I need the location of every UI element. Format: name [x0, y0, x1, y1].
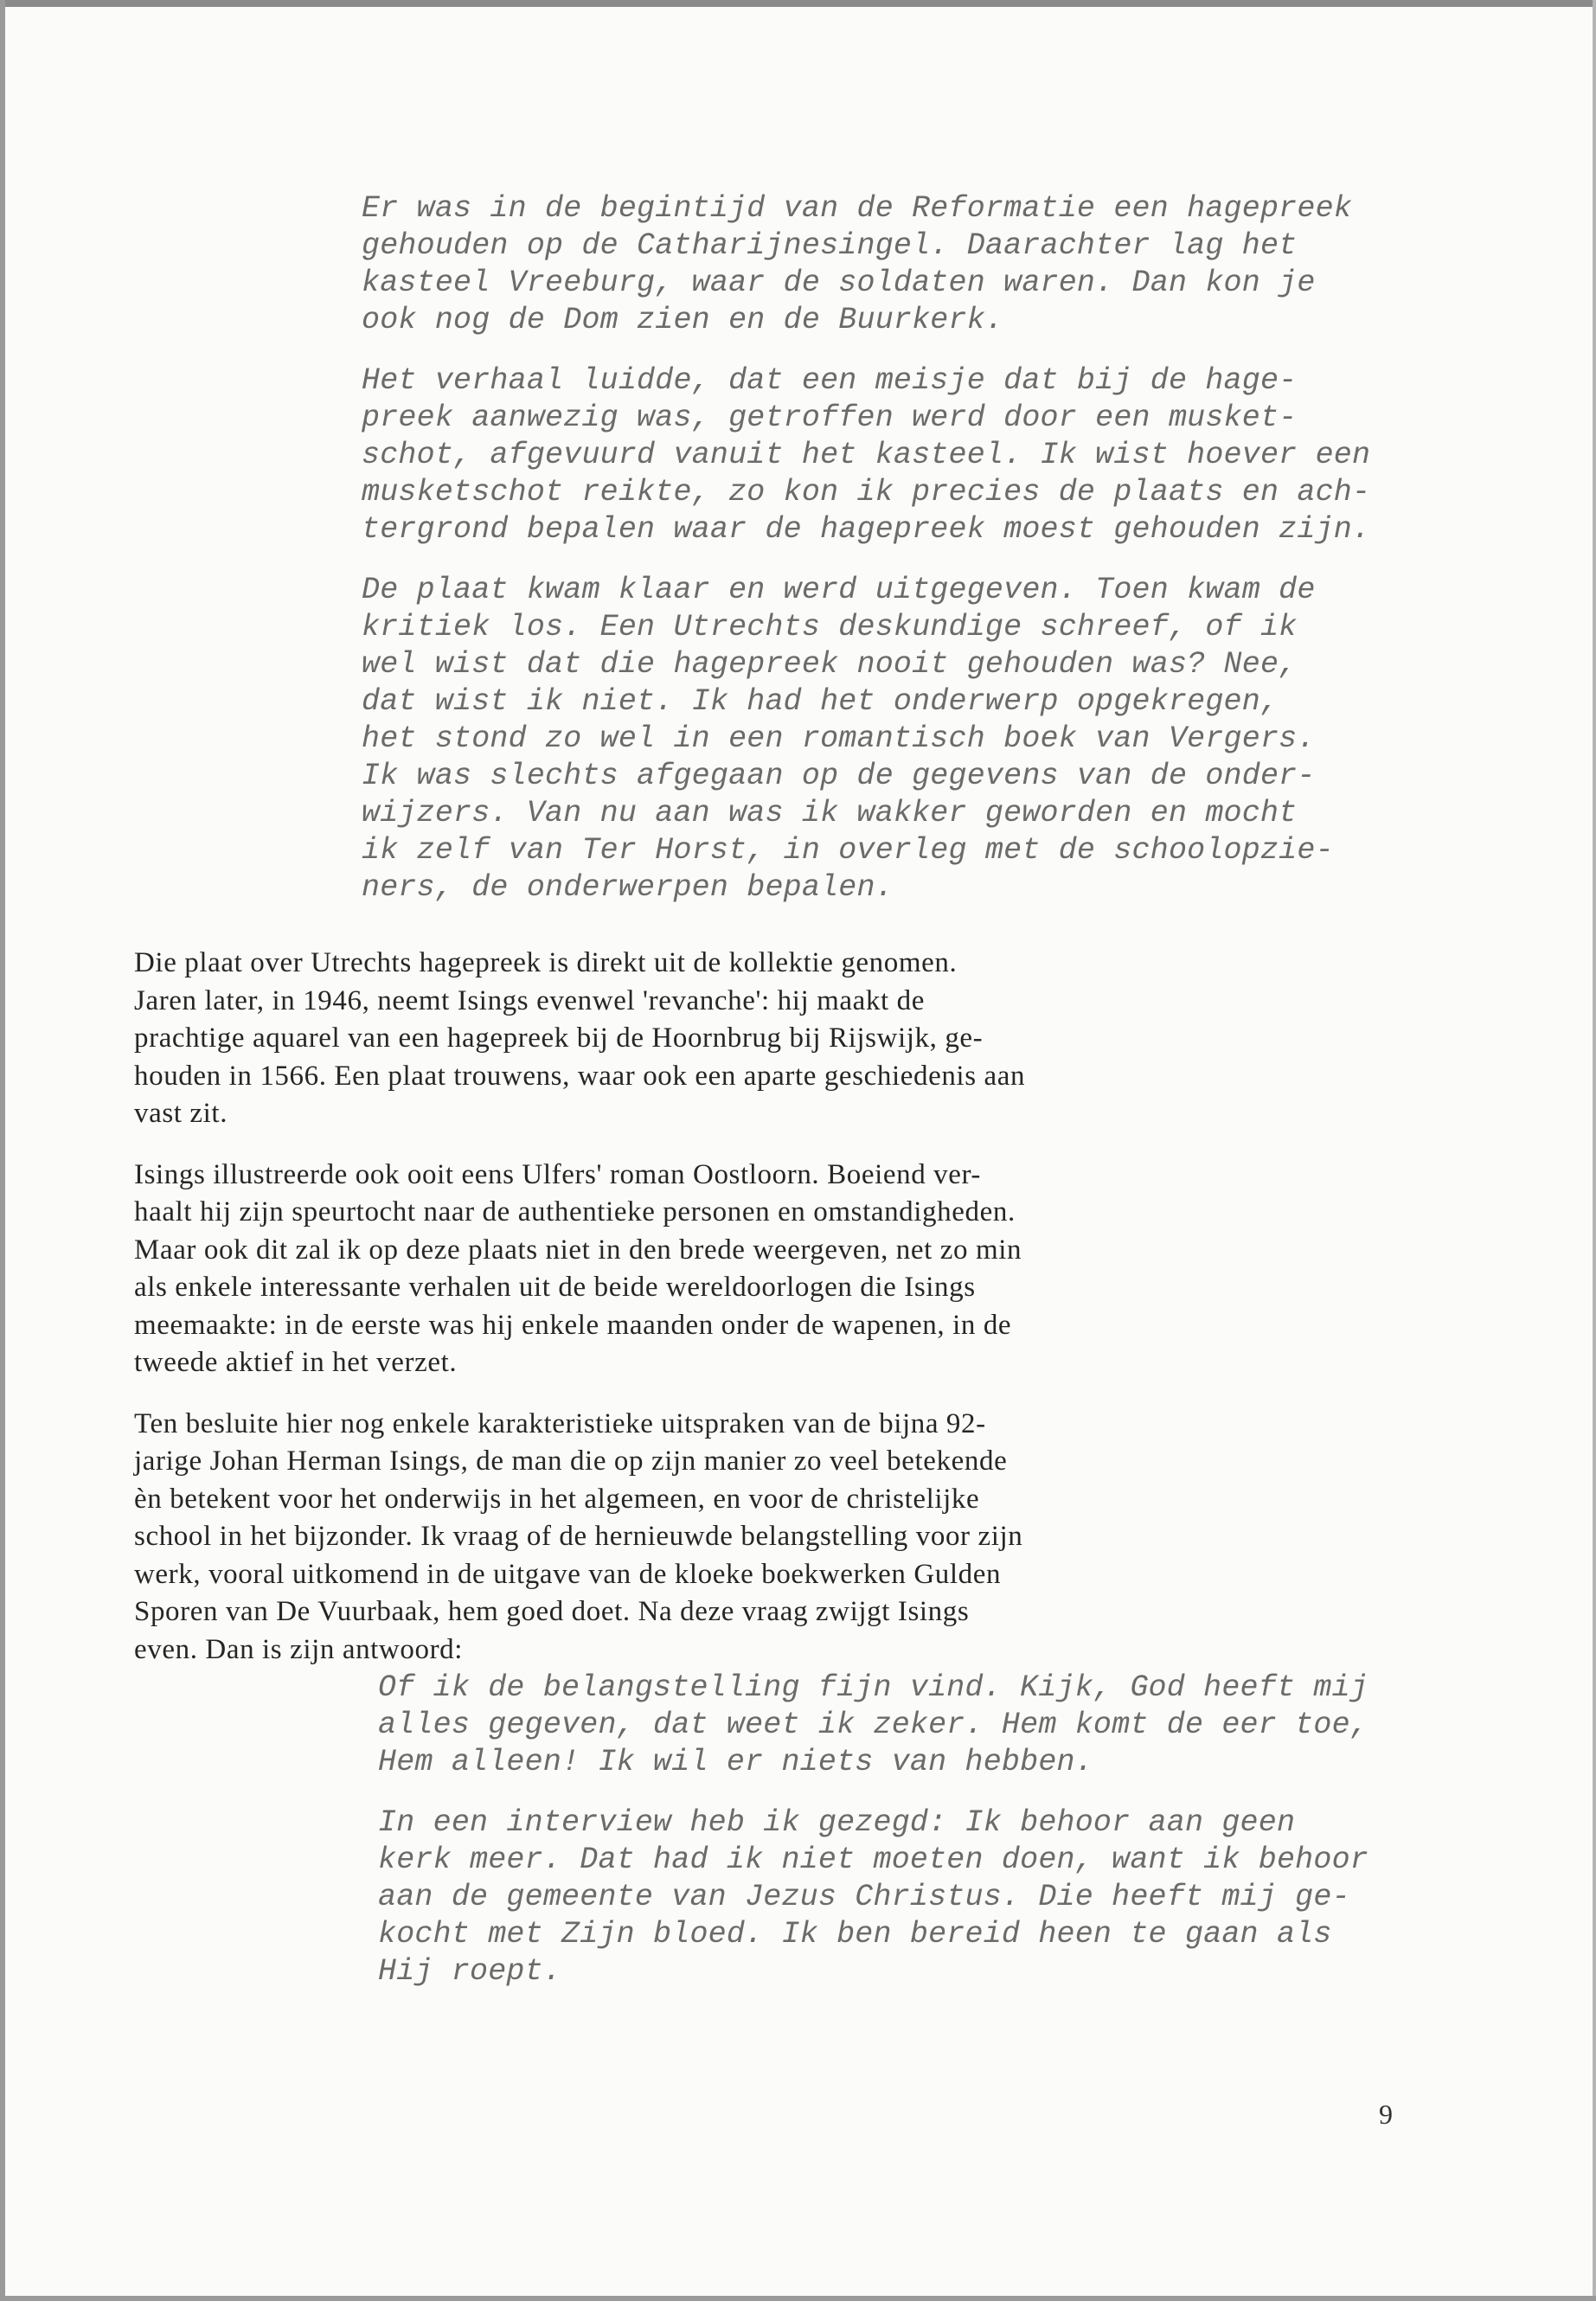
quote-line: gehouden op de Catharijnesingel. Daarachter lag het: [362, 228, 1298, 263]
quote-line: schot, afgevuurd vanuit het kasteel. Ik wist hoever een: [362, 438, 1371, 472]
quote-paragraph: [378, 1804, 1368, 1990]
quote-line: aan de gemeente van Jezus Christus. Die heeft mij ge-: [378, 1880, 1350, 1914]
body-line: Die plaat over Utrechts hagepreek is direkt uit de kollektie genomen.: [134, 947, 958, 978]
body-line: jarige Johan Herman Isings, de man die op zijn manier zo veel betekende: [134, 1445, 1008, 1477]
body-line: even. Dan is zijn antwoord:: [134, 1633, 464, 1665]
quote-paragraph: [362, 572, 1370, 907]
body-paragraph: [134, 1406, 1414, 1670]
quote-line: preek aanwezig was, getroffen werd door een musket-: [362, 401, 1298, 435]
body-line: èn betekent voor het onderwijs in het algemeen, en voor de christelijke: [134, 1483, 980, 1515]
quote-line: Of ik de belangstelling fijn vind. Kijk, God heeft mij: [378, 1670, 1368, 1705]
quote-line: alles gegeven, dat weet ik zeker. Hem komt de eer toe,: [378, 1708, 1368, 1742]
quote-line: Hij roept.: [378, 1954, 562, 1989]
quote-paragraph: [378, 1670, 1368, 1781]
body-line: meemaakte: in de eerste was hij enkele maanden onder de wapenen, in de: [134, 1309, 1012, 1341]
body-paragraph: [134, 1157, 1414, 1382]
quote-line: kasteel Vreeburg, waar de soldaten waren. Dan kon je: [362, 266, 1316, 300]
body-line: school in het bijzonder. Ik vraag of de hernieuwde belangstelling voor zijn: [134, 1521, 1023, 1552]
quote-line: De plaat kwam klaar en werd uitgegeven. Toen kwam de: [362, 573, 1316, 607]
quote-line: wel wist dat die hagepreek nooit gehouden was? Nee,: [362, 647, 1298, 682]
quote-line: het stond zo wel in een romantisch boek van Vergers.: [362, 721, 1316, 756]
body-line: prachtige aquarel van een hagepreek bij de Hoornbrug bij Rijswijk, ge-: [134, 1022, 984, 1054]
page-number: 9: [1379, 2099, 1393, 2130]
page-edge-bottom: [0, 2296, 1596, 2301]
body-line: Maar ook dit zal ik op deze plaats niet in den brede weergeven, net zo min: [134, 1234, 1022, 1266]
quote-line: kerk meer. Dat had ik niet moeten doen, want ik behoor: [378, 1843, 1368, 1877]
quote-line: kritiek los. Een Utrechts deskundige schreef, of ik: [362, 610, 1298, 644]
quote-line: wijzers. Van nu aan was ik wakker geworden en mocht: [362, 796, 1298, 830]
page-edge-right: [1593, 0, 1596, 2301]
body-line: Jaren later, in 1946, neemt Isings evenwel 'revanche': hij maakt de: [134, 984, 925, 1016]
body-line: houden in 1566. Een plaat trouwens, waar ook een aparte geschiedenis aan: [134, 1060, 1026, 1092]
body-line: tweede aktief in het verzet.: [134, 1347, 458, 1378]
quote-line: dat wist ik niet. Ik had het onderwerp opgekregen,: [362, 684, 1279, 719]
body-line: Sporen van De Vuurbaak, hem goed doet. Na deze vraag zwijgt Isings: [134, 1596, 970, 1627]
quote-block-bottom: [378, 1670, 1368, 1990]
quote-line: tergrond bepalen waar de hagepreek moest gehouden zijn.: [362, 512, 1371, 547]
body-text: [134, 945, 1414, 1669]
quote-paragraph: [362, 362, 1370, 548]
quote-line: ners, de onderwerpen bepalen.: [362, 870, 894, 905]
quote-paragraph: [362, 190, 1370, 339]
page-edge-left: [0, 0, 5, 2301]
quote-line: Het verhaal luidde, dat een meisje dat bij de hage-: [362, 363, 1298, 398]
quote-line: Er was in de begintijd van de Reformatie een hagepreek: [362, 191, 1352, 226]
body-paragraph: [134, 945, 1414, 1133]
quote-line: kocht met Zijn bloed. Ik ben bereid heen te gaan als: [378, 1917, 1332, 1952]
body-line: werk, vooral uitkomend in de uitgave van de kloeke boekwerken Gulden: [134, 1558, 1002, 1590]
body-line: Isings illustreerde ook ooit eens Ulfers' roman Oostloorn. Boeiend ver-: [134, 1158, 982, 1190]
body-line: als enkele interessante verhalen uit de beide wereldoorlogen die Isings: [134, 1272, 976, 1303]
quote-line: In een interview heb ik gezegd: Ik behoor aan geen: [378, 1805, 1296, 1840]
quote-block-top: [362, 190, 1370, 907]
quote-line: Hem alleen! Ik wil er niets van hebben.: [378, 1745, 1093, 1779]
quote-line: ook nog de Dom zien en de Buurkerk.: [362, 303, 1004, 337]
quote-line: musketschot reikte, zo kon ik precies de plaats en ach-: [362, 475, 1371, 510]
page-edge-top: [0, 0, 1596, 7]
quote-line: Ik was slechts afgegaan op de gegevens van de onder-: [362, 759, 1316, 793]
body-line: haalt hij zijn speurtocht naar de authentieke personen en omstandigheden.: [134, 1196, 1016, 1227]
quote-line: ik zelf van Ter Horst, in overleg met de schoolopzie-: [362, 833, 1334, 868]
body-line: vast zit.: [134, 1098, 228, 1129]
body-line: Ten besluite hier nog enkele karakteristieke uitspraken van de bijna 92-: [134, 1407, 986, 1439]
